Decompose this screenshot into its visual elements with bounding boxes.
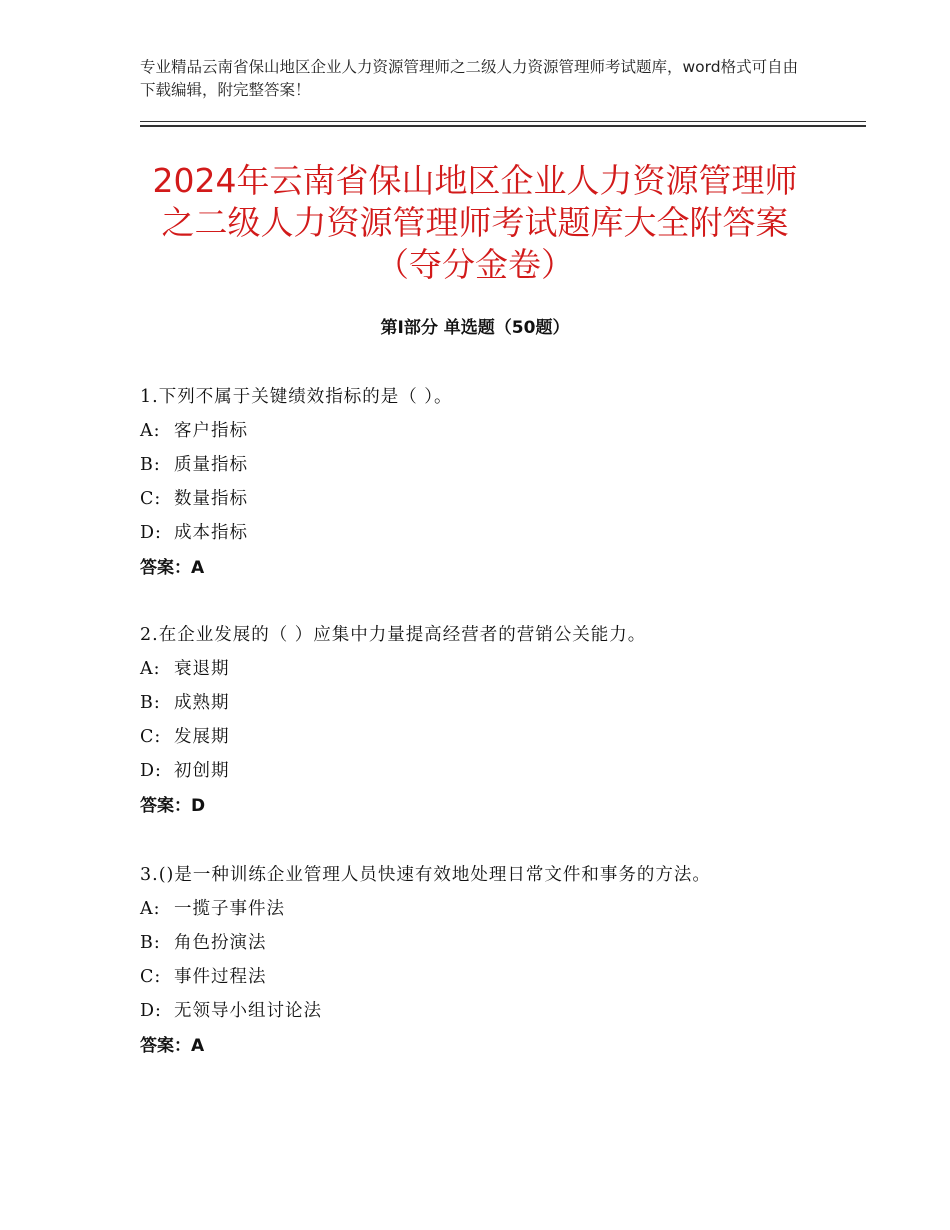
answer: 答案：D bbox=[140, 796, 206, 816]
option-a bbox=[140, 892, 780, 926]
option-c bbox=[140, 960, 780, 994]
option-text: 发展期 bbox=[174, 727, 230, 747]
option-d bbox=[140, 754, 780, 788]
option-d bbox=[140, 516, 780, 550]
option-text: 数量指标 bbox=[174, 489, 248, 509]
option-text: 质量指标 bbox=[174, 455, 248, 475]
title-line-2: 之二级人力资源管理师考试题库大全附答案 bbox=[161, 203, 789, 242]
option-text: 衰退期 bbox=[174, 659, 230, 679]
option-d bbox=[140, 994, 780, 1028]
question-text: 1.下列不属于关键绩效指标的是（ ）。 bbox=[140, 387, 453, 407]
option-key: B: bbox=[140, 693, 161, 713]
option-text: 成本指标 bbox=[174, 523, 248, 543]
title-line-3: （夺分金卷） bbox=[376, 245, 574, 284]
option-text: 一揽子事件法 bbox=[174, 899, 285, 919]
option-key: C: bbox=[140, 727, 162, 747]
question-1 bbox=[140, 380, 780, 586]
option-key: A: bbox=[140, 899, 161, 919]
header-note: 专业精品云南省保山地区企业人力资源管理师之二级人力资源管理师考试题库，word格式可自由下载编辑，附完整答案！ bbox=[140, 58, 799, 99]
answer: 答案：A bbox=[140, 1036, 205, 1056]
option-key: D: bbox=[140, 1001, 162, 1021]
header-rule-thin bbox=[140, 121, 866, 122]
question-text: 3.()是一种训练企业管理人员快速有效地处理日常文件和事务的方法。 bbox=[140, 865, 711, 885]
option-text: 无领导小组讨论法 bbox=[174, 1001, 322, 1021]
question-2 bbox=[140, 618, 780, 824]
option-key: B: bbox=[140, 455, 161, 475]
option-key: C: bbox=[140, 967, 162, 987]
section-title: 第Ⅰ部分 单选题（50题） bbox=[380, 318, 570, 338]
option-key: A: bbox=[140, 659, 161, 679]
title-line-1: 2024年云南省保山地区企业人力资源管理师 bbox=[152, 161, 798, 200]
option-a bbox=[140, 652, 780, 686]
option-text: 事件过程法 bbox=[174, 967, 267, 987]
option-text: 客户指标 bbox=[174, 421, 248, 441]
question-text: 2.在企业发展的（ ）应集中力量提高经营者的营销公关能力。 bbox=[140, 625, 647, 645]
option-b bbox=[140, 686, 780, 720]
option-key: D: bbox=[140, 761, 162, 781]
option-text: 初创期 bbox=[174, 761, 230, 781]
option-c bbox=[140, 482, 780, 516]
answer: 答案：A bbox=[140, 558, 205, 578]
option-text: 成熟期 bbox=[174, 693, 230, 713]
option-b bbox=[140, 448, 780, 482]
question-3 bbox=[140, 858, 780, 1064]
document-title bbox=[90, 160, 860, 286]
option-key: D: bbox=[140, 523, 162, 543]
option-b bbox=[140, 926, 780, 960]
header-rule-thick bbox=[140, 125, 866, 127]
option-key: C: bbox=[140, 489, 162, 509]
option-a bbox=[140, 414, 780, 448]
option-text: 角色扮演法 bbox=[174, 933, 267, 953]
option-key: B: bbox=[140, 933, 161, 953]
option-c bbox=[140, 720, 780, 754]
option-key: A: bbox=[140, 421, 161, 441]
